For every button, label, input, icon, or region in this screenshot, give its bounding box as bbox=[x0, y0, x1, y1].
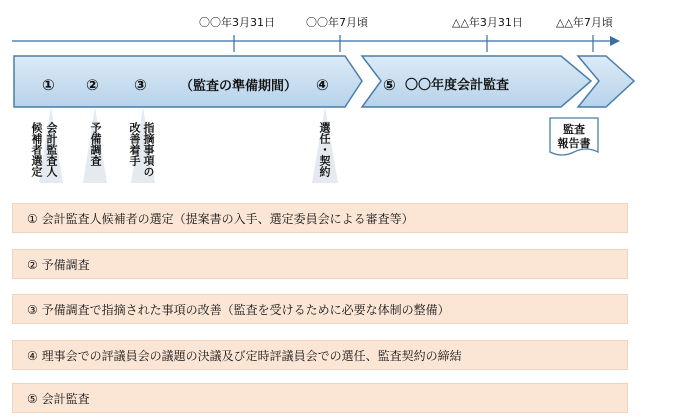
date-label-4: △△年7月頃 bbox=[556, 16, 613, 29]
timeline-arrowhead bbox=[610, 36, 620, 46]
report-label-line2: 報告書 bbox=[557, 137, 591, 150]
marker-1: ① bbox=[42, 76, 55, 94]
report-label bbox=[552, 123, 596, 151]
step-3-bar: ③ 予備調査で指摘された事項の改善（監査を受けるために必要な体制の整備） bbox=[12, 294, 628, 324]
marker-4: ④ bbox=[316, 76, 329, 94]
date-label-1: 〇〇年3月31日 bbox=[199, 16, 275, 29]
audit-label: 〇〇年度会計監査 bbox=[405, 78, 510, 93]
marker-5: ⑤ bbox=[383, 76, 396, 94]
prep-period-label: （監査の準備期間） bbox=[180, 79, 298, 94]
step-2-bar: ② 予備調査 bbox=[12, 249, 628, 279]
label-appointment-contract: 選任・契約 bbox=[318, 122, 331, 177]
date-label-3: △△年3月31日 bbox=[452, 16, 523, 29]
marker-3: ③ bbox=[134, 76, 147, 94]
label-preliminary-survey: 予備調査 bbox=[89, 122, 102, 166]
step-4-bar: ④ 理事会での評議員会の議題の決議及び定時評議員会での選任、監査契約の締結 bbox=[12, 340, 628, 370]
marker-2: ② bbox=[86, 76, 99, 94]
label-candidate-selection-b: 候補者選定 bbox=[30, 122, 43, 177]
report-label-line1: 監査 bbox=[563, 123, 585, 136]
label-improvement-b: 改善着手 bbox=[128, 122, 141, 166]
label-improvement-a: 指摘事項の bbox=[142, 122, 155, 177]
step-5-bar: ⑤ 会計監査 bbox=[12, 383, 628, 413]
date-label-2: 〇〇年7月頃 bbox=[306, 16, 368, 29]
label-candidate-selection-a: 会計監査人 bbox=[45, 122, 58, 177]
step-1-bar: ① 会計監査人候補者の選定（提案書の入手、選定委員会による審査等） bbox=[12, 203, 628, 233]
